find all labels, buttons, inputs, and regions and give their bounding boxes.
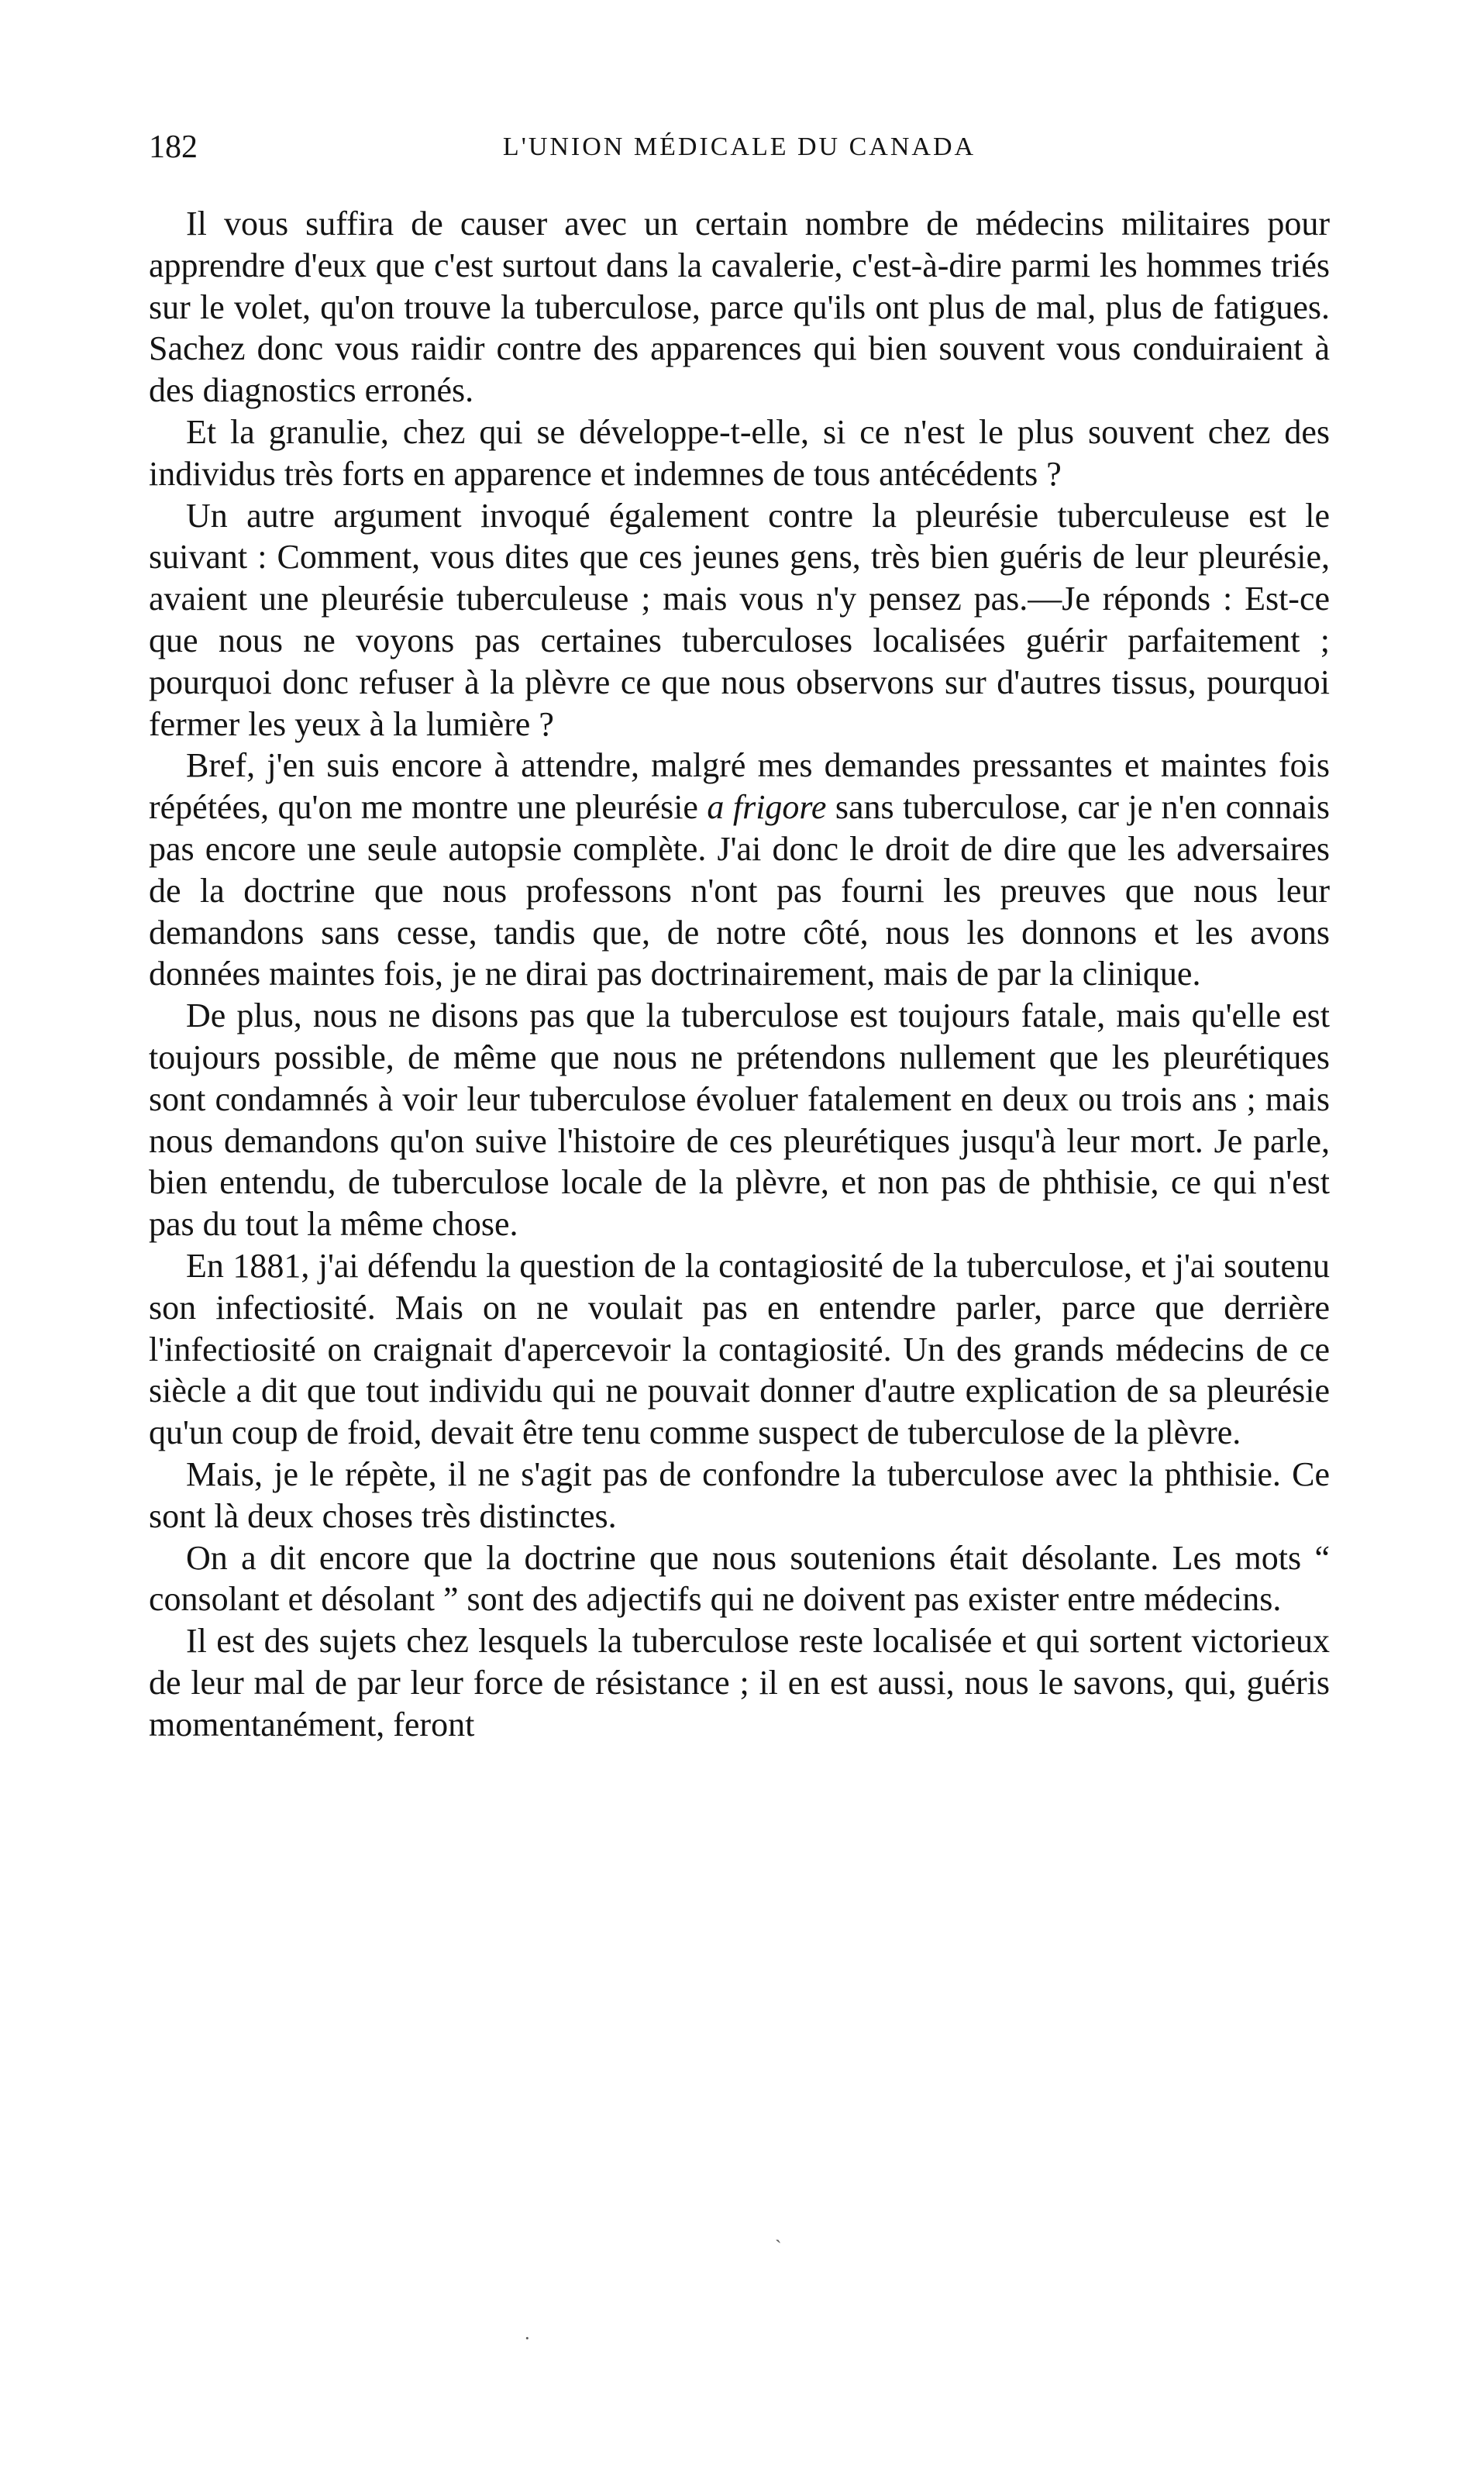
paragraph-5: De plus, nous ne disons pas que la tuberculose est toujours fatale, mais qu'elle est toujours possible, de même que nous ne prétendons nullement que les pleurétiques sont condamnés à voir leur tuberculose évoluer fatalement en deux ou trois ans ; mais nous demandons qu'on suive l'histoire de ces pleurétiques jusqu'à leur mort. Je parle, bien entendu, de tuberculose locale de la plèvre, et non pas de phthisie, ce qui n'est pas du tout la même chose. <box>149 997 1330 1244</box>
paragraph-4: Bref, j'en suis encore à attendre, malgré mes demandes pressantes et maintes fois répétées, qu'on me montre une pleurésie a frigore sans tuberculose, car je n'en connais pas encore une seule autopsie complète. J'ai donc le droit de dire que les adversaires de la doctrine que nous professons n'ont pas fourni les preuves que nous leur demandons sans cesse, tandis que, de notre côté, nous les donnons et les avons données maintes fois, je ne dirai pas doctrinairement, mais de par la clinique. <box>149 746 1330 993</box>
running-header <box>149 124 1330 170</box>
body-text <box>149 203 1330 1745</box>
paragraph-2: Et la granulie, chez qui se développe-t-elle, si ce n'est le plus souvent chez des individus très forts en apparence et indemnes de tous antécédents ? <box>149 412 1330 493</box>
stray-ink-mark: ˎ <box>775 2221 782 2243</box>
paragraph-7: Mais, je le répète, il ne s'agit pas de confondre la tuberculose avec la phthisie. Ce sont là deux choses très distinctes. <box>149 1454 1330 1535</box>
paragraph-3: Un autre argument invoqué également contre la pleurésie tuberculeuse est le suivant : Comment, vous dites que ces jeunes gens, très bien guéris de leur pleurésie, avaient une pleurésie tuberculeuse ; mais vous n'y pensez pas.—Je réponds : Est-ce que nous ne voyons pas certaines tuberculoses localisées guérir parfaitement ; pourquoi donc refuser à la plèvre ce que nous observons sur d'autres tissus, pourquoi fermer les yeux à la lumière ? <box>149 496 1330 743</box>
italic-latin-phrase: a frigore <box>707 788 827 827</box>
paragraph-9: Il est des sujets chez lesquels la tuberculose reste localisée et qui sortent victorieux de leur mal de par leur force de résistance ; il en est aussi, nous le savons, qui, guéris momentanément, feront <box>149 1622 1330 1744</box>
stray-ink-dot: · <box>524 2327 531 2349</box>
journal-title: L'UNION MÉDICALE DU CANADA <box>502 133 976 161</box>
page-number: 182 <box>149 129 198 165</box>
paragraph-1: Il vous suffira de causer avec un certain nombre de médecins militaires pour apprendre d'eux que c'est surtout dans la cavalerie, c'est-à-dire parmi les hommes triés sur le volet, qu'on trouve la tuberculose, parce qu'ils ont plus de mal, plus de fatigues. Sachez donc vous raidir contre des apparences qui bien souvent vous conduiraient à des diagnostics erronés. <box>149 205 1330 410</box>
paragraph-6: En 1881, j'ai défendu la question de la contagiosité de la tuberculose, et j'ai soutenu son infectiosité. Mais on ne voulait pas en entendre parler, parce que derrière l'infectiosité on craignait d'apercevoir la contagiosité. Un des grands médecins de ce siècle a dit que tout individu qui ne pouvait donner d'autre explication de sa pleurésie qu'un coup de froid, devait être tenu comme suspect de tuberculose de la plèvre. <box>149 1246 1330 1452</box>
paragraph-8: On a dit encore que la doctrine que nous soutenions était désolante. Les mots “ consolant et désolant ” sont des adjectifs qui ne doivent pas exister entre médecins. <box>149 1538 1330 1619</box>
